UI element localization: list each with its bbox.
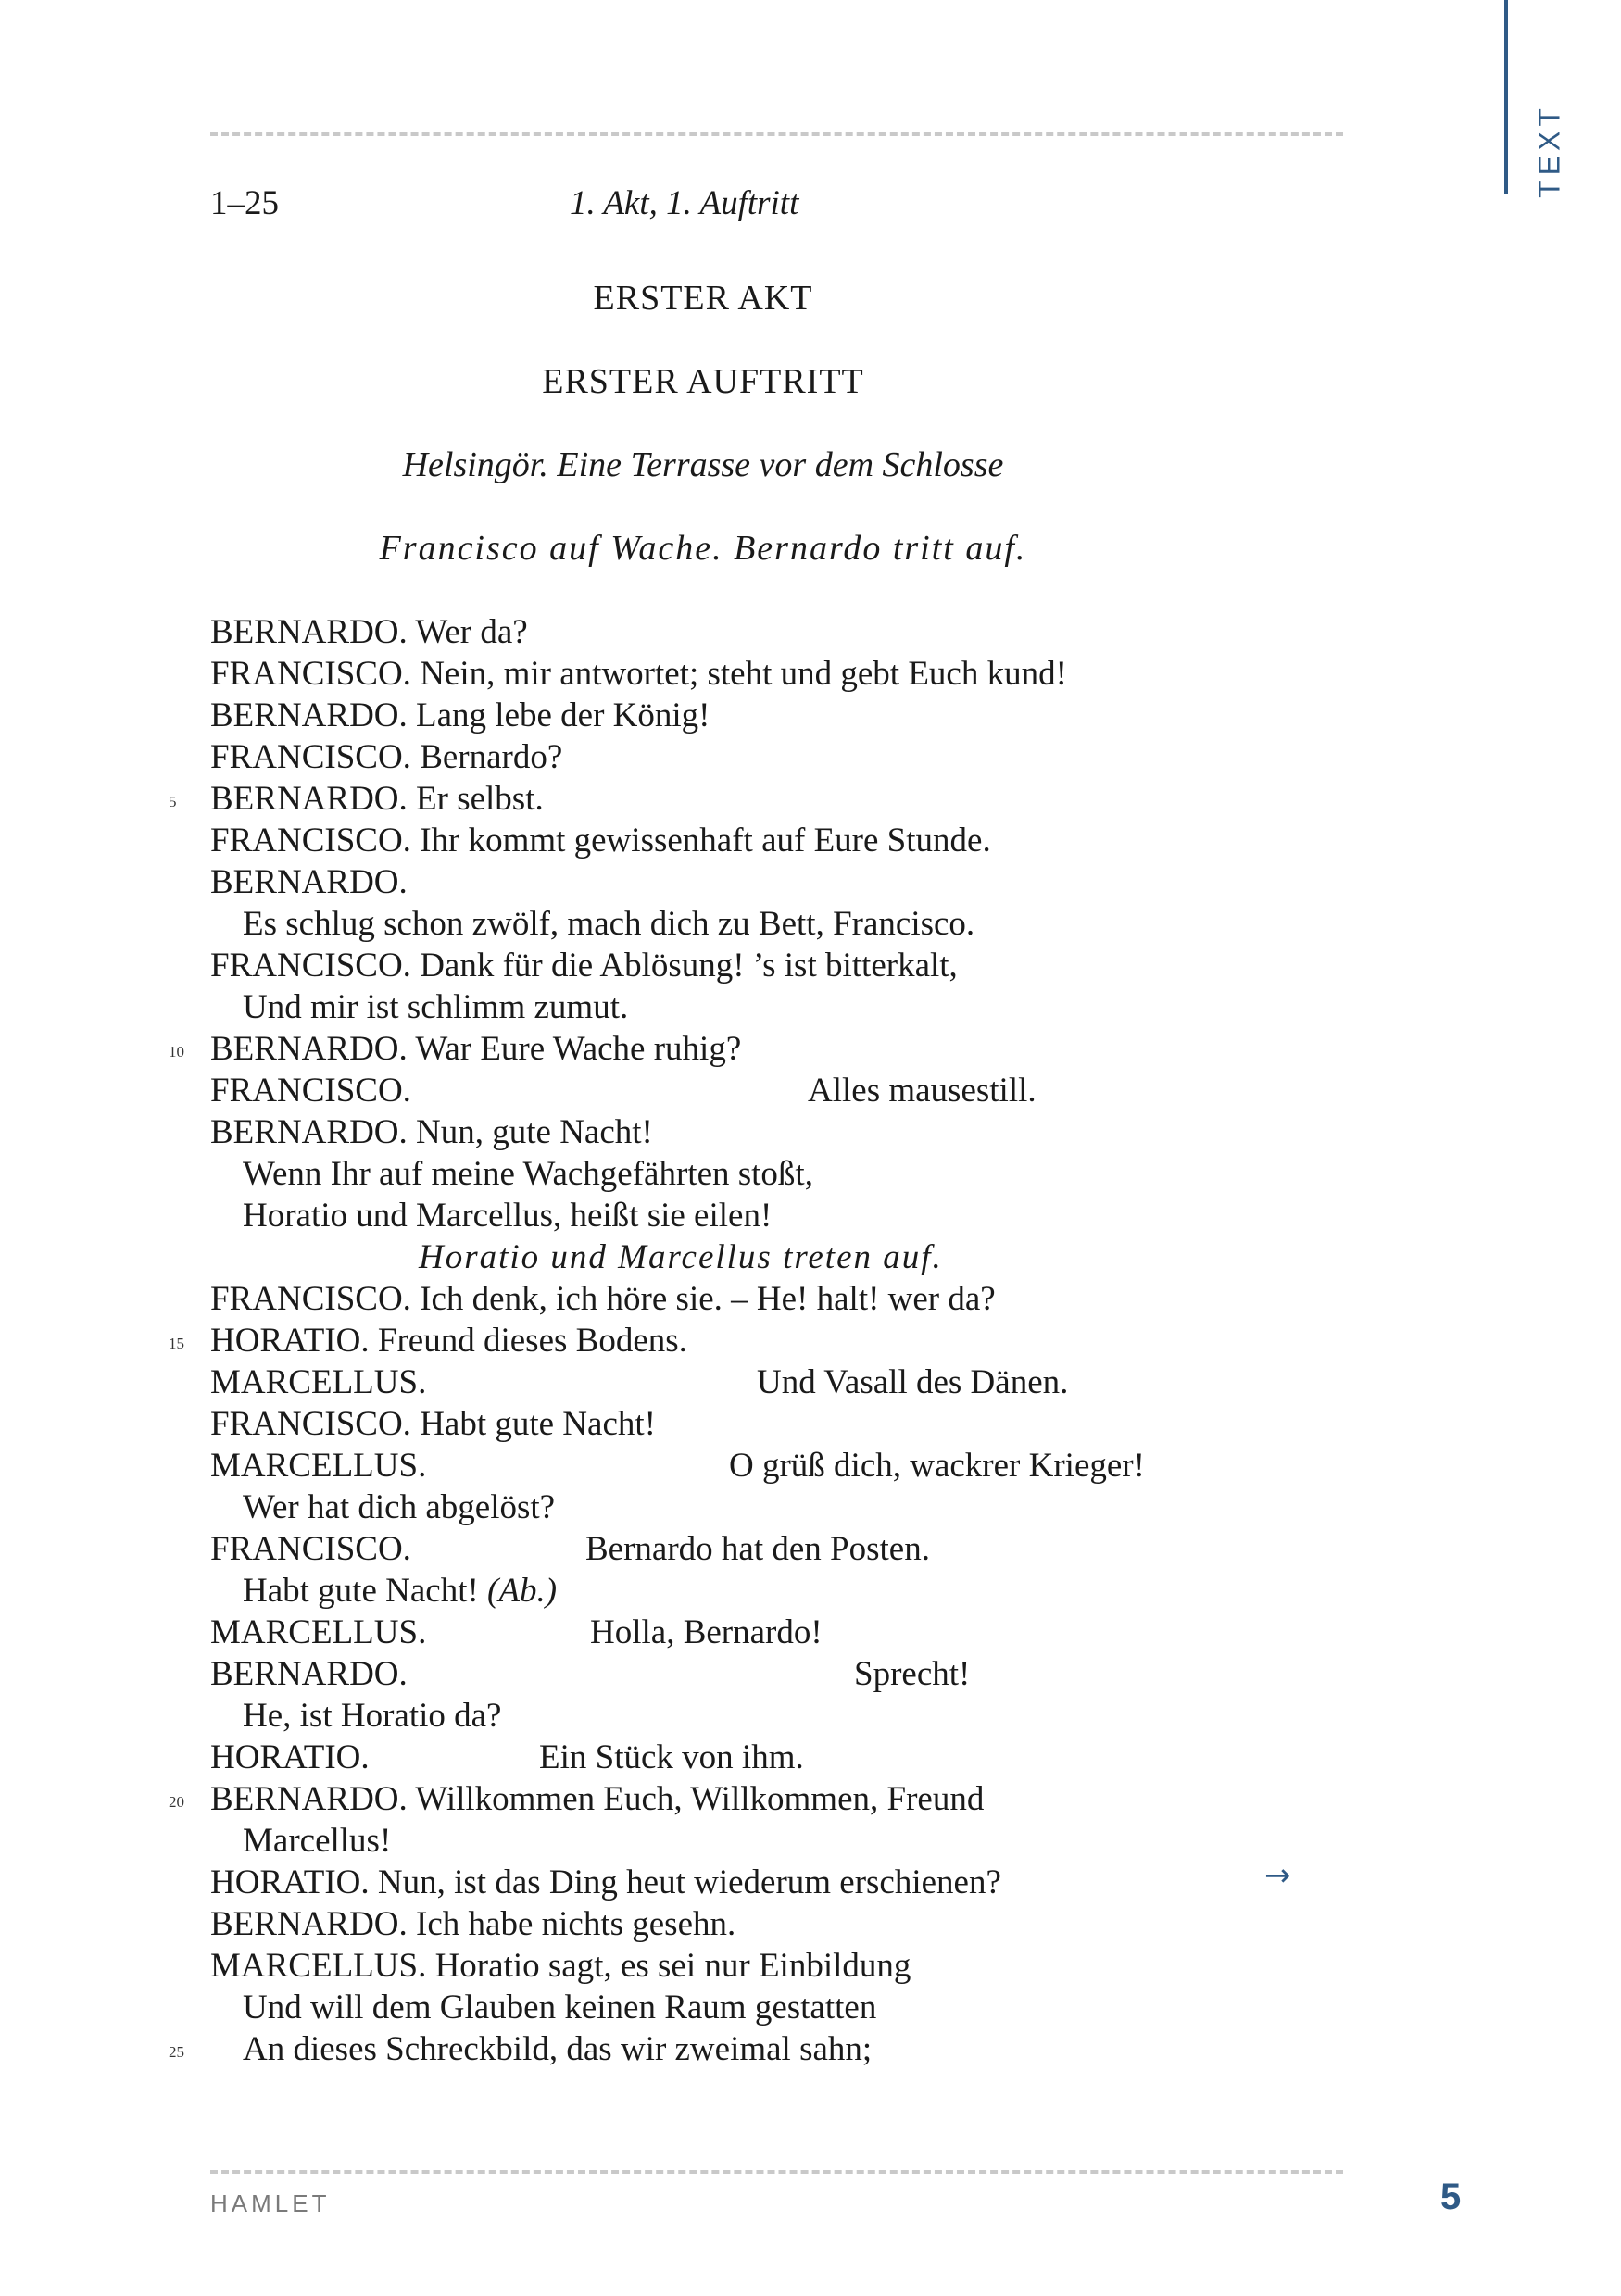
line-number: 5 xyxy=(169,793,177,810)
verse-line xyxy=(210,1653,1322,1695)
verse-line xyxy=(210,861,1322,903)
section-tab-label: TEXT xyxy=(1532,104,1566,198)
verse-line xyxy=(210,1236,1322,1278)
speech-text: Es schlug schon zwölf, mach dich zu Bett, Francisco. xyxy=(243,905,975,943)
verse-line xyxy=(210,1695,1322,1737)
speaker-name: BERNARDO. xyxy=(210,1655,408,1693)
verse-line xyxy=(210,1278,1322,1320)
setting-direction: Helsingör. Eine Terrasse vor dem Schlosse xyxy=(402,445,1004,484)
verse-line xyxy=(210,1528,1322,1570)
speaker-name: MARCELLUS. xyxy=(210,1613,427,1651)
speech-text: Alles mausestill. xyxy=(808,1072,1037,1110)
speech-text: Sprecht! xyxy=(854,1655,971,1693)
speech-text: Lang lebe der König! xyxy=(416,696,710,734)
speaker-name: MARCELLUS. xyxy=(210,1947,427,1985)
speech-text: Habt gute Nacht! xyxy=(420,1405,656,1443)
speaker-name: HORATIO. xyxy=(210,1322,370,1360)
verse-line xyxy=(169,2028,1322,2070)
speaker-name: BERNARDO. xyxy=(210,863,408,901)
speech-text: Ein Stück von ihm. xyxy=(539,1738,804,1776)
speech-text: Ich denk, ich höre sie. – He! halt! wer da? xyxy=(420,1280,996,1318)
verse-line xyxy=(210,1737,1322,1778)
verse-line xyxy=(210,1153,1322,1195)
footer-book-title: HAMLET xyxy=(210,2189,331,2217)
verse-line xyxy=(210,1903,1322,1945)
page-number: 5 xyxy=(1440,2177,1462,2217)
verse-line xyxy=(210,736,1322,778)
speaker-name: MARCELLUS. xyxy=(210,1363,427,1401)
speaker-name: FRANCISCO. xyxy=(210,1072,411,1110)
verse-line xyxy=(210,1111,1322,1153)
speech-text: Bernardo? xyxy=(420,738,563,776)
speaker-name: FRANCISCO. xyxy=(210,738,411,776)
stage-aside: (Ab.) xyxy=(487,1572,558,1610)
speech-text: Holla, Bernardo! xyxy=(590,1613,823,1651)
speech-text: He, ist Horatio da? xyxy=(243,1697,502,1735)
speech-text: Horatio sagt, es sei nur Einbildung xyxy=(434,1947,911,1985)
verse-line xyxy=(210,695,1322,736)
speaker-name: BERNARDO. xyxy=(210,1113,408,1151)
verse-line xyxy=(210,986,1322,1028)
speech-text: Ihr kommt gewissenhaft auf Eure Stunde. xyxy=(420,822,991,859)
running-section-title: 1. Akt, 1. Auftritt xyxy=(570,184,799,222)
speaker-name: FRANCISCO. xyxy=(210,822,411,859)
speaker-name: FRANCISCO. xyxy=(210,1530,411,1568)
entry-direction: Francisco auf Wache. Bernardo tritt auf. xyxy=(379,529,1027,568)
side-tab-bar xyxy=(1504,0,1508,194)
right-arrow-icon[interactable]: → xyxy=(1264,1857,1291,1894)
speech-text: Wer da? xyxy=(415,613,528,651)
speech-text: Willkommen Euch, Willkommen, Freund xyxy=(415,1780,985,1818)
verse-line xyxy=(210,1945,1322,1987)
scene-heading: ERSTER AUFTRITT xyxy=(542,362,864,401)
speech-text: Und will dem Glauben keinen Raum gestatten xyxy=(243,1989,877,2026)
speech-text: An dieses Schreckbild, das wir zweimal sahn; xyxy=(243,2030,873,2068)
verse-line xyxy=(210,1445,1322,1487)
speaker-name: BERNARDO. xyxy=(210,696,408,734)
speech-text: Marcellus! xyxy=(243,1822,392,1860)
speaker-name: BERNARDO. xyxy=(210,780,408,818)
speaker-name: FRANCISCO. xyxy=(210,1405,411,1443)
verse-line xyxy=(210,1570,1322,1612)
speech-text: War Eure Wache ruhig? xyxy=(415,1030,742,1068)
speaker-name: FRANCISCO. xyxy=(210,947,411,985)
speech-text: O grüß dich, wackrer Krieger! xyxy=(729,1447,1145,1485)
speech-text: Freund dieses Bodens. xyxy=(377,1322,687,1360)
verse-line xyxy=(210,1070,1322,1111)
bottom-divider xyxy=(210,2170,1343,2174)
speaker-name: BERNARDO. xyxy=(210,1780,408,1818)
speech-text: Und mir ist schlimm zumut. xyxy=(243,988,629,1026)
verse-line xyxy=(210,1361,1322,1403)
verse-line xyxy=(210,945,1322,986)
speech-text: Nun, gute Nacht! xyxy=(416,1113,653,1151)
verse-line xyxy=(210,611,1322,653)
speech-text: Er selbst. xyxy=(416,780,544,818)
play-text xyxy=(169,611,1322,2070)
verse-line xyxy=(210,903,1322,945)
speech-text: Habt gute Nacht! xyxy=(243,1572,479,1610)
verse-line xyxy=(210,1862,1322,1903)
speech-text: Dank für die Ablösung! ’s ist bitterkalt, xyxy=(420,947,958,985)
verse-line xyxy=(210,820,1322,861)
speech-text: Nein, mir antwortet; steht und gebt Euch kund! xyxy=(420,655,1067,693)
speech-text: Wer hat dich abgelöst? xyxy=(243,1488,556,1526)
verse-line xyxy=(210,1403,1322,1445)
speaker-name: BERNARDO. xyxy=(210,1030,408,1068)
verse-line xyxy=(210,1487,1322,1528)
line-number: 25 xyxy=(169,2043,184,2061)
speaker-name: HORATIO. xyxy=(210,1738,370,1776)
speaker-name: BERNARDO. xyxy=(210,1905,408,1943)
verse-line xyxy=(169,1778,1322,1820)
speech-text: Horatio und Marcellus, heißt sie eilen! xyxy=(243,1197,773,1235)
verse-line xyxy=(210,1612,1322,1653)
speech-text: Und Vasall des Dänen. xyxy=(757,1363,1069,1401)
line-range: 1–25 xyxy=(210,184,279,222)
verse-line xyxy=(169,1320,1322,1361)
speaker-name: HORATIO. xyxy=(210,1863,370,1901)
top-divider xyxy=(210,132,1343,136)
stage-direction: Horatio und Marcellus treten auf. xyxy=(419,1238,943,1276)
act-heading: ERSTER AKT xyxy=(593,279,813,318)
speaker-name: FRANCISCO. xyxy=(210,655,411,693)
speech-text: Nun, ist das Ding heut wiederum erschienen? xyxy=(377,1863,1001,1901)
verse-line xyxy=(169,778,1322,820)
speaker-name: FRANCISCO. xyxy=(210,1280,411,1318)
verse-line xyxy=(169,1028,1322,1070)
speech-text: Ich habe nichts gesehn. xyxy=(416,1905,736,1943)
line-number: 10 xyxy=(169,1043,184,1060)
verse-line xyxy=(210,653,1322,695)
verse-line xyxy=(210,1195,1322,1236)
speaker-name: BERNARDO. xyxy=(210,613,408,651)
verse-line xyxy=(210,1987,1322,2028)
verse-line xyxy=(210,1820,1322,1862)
line-number: 15 xyxy=(169,1335,184,1352)
line-number: 20 xyxy=(169,1793,184,1811)
speaker-name: MARCELLUS. xyxy=(210,1447,427,1485)
speech-text: Bernardo hat den Posten. xyxy=(585,1530,930,1568)
speech-text: Wenn Ihr auf meine Wachgefährten stoßt, xyxy=(243,1155,813,1193)
